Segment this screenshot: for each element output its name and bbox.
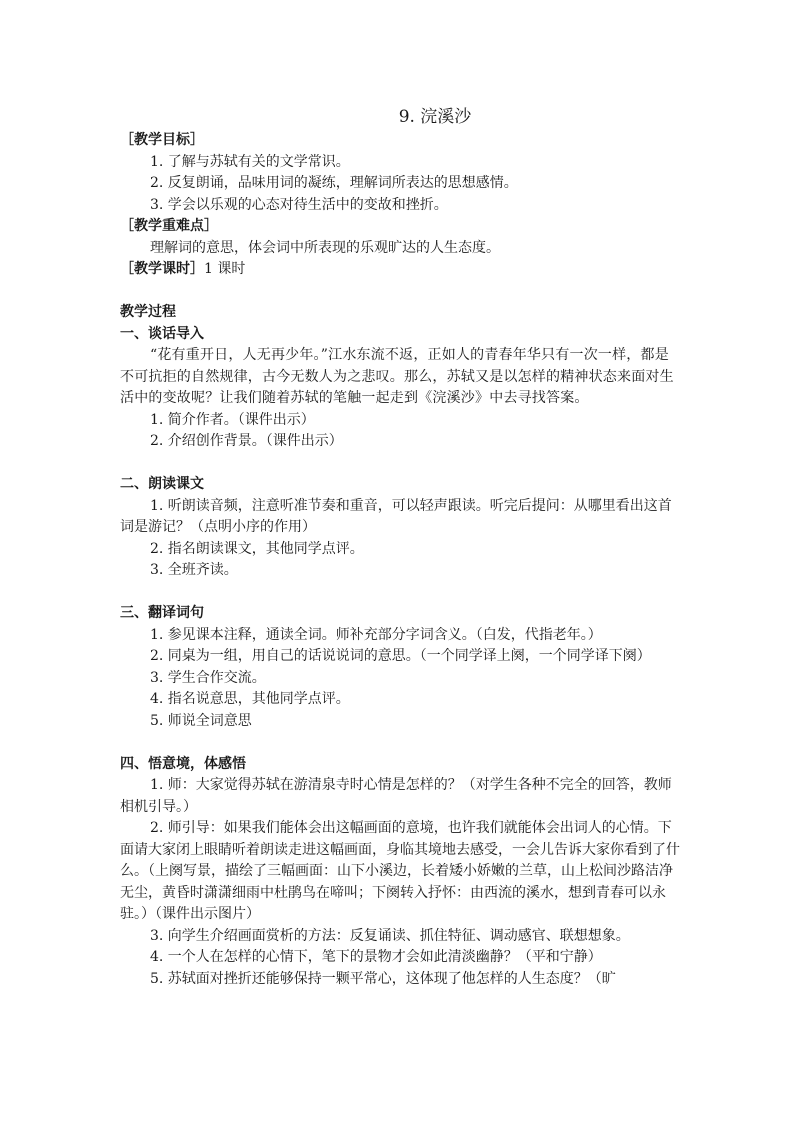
section-item: 1. 参见课本注释，通读全词。师补充部分字词含义。（白发，代指老年。） — [150, 626, 602, 643]
section-heading: 二、朗读课文 — [120, 476, 204, 492]
section-item: 2. 同桌为一组，用自己的话说说词的意思。（一个同学译上阕，一个同学译下阕） — [150, 648, 651, 664]
section-item: 3. 全班齐读。 — [150, 562, 238, 578]
objective-item: 1. 了解与苏轼有关的文学常识。 — [150, 153, 350, 170]
section-item: 4. 一个人在怎样的心情下，笔下的景物才会如此清淡幽静？（平和宁静） — [150, 949, 602, 965]
section-item: 1. 师：大家觉得苏轼在游清泉寺时心情是怎样的？（对学生各种不完全的回答，教师相机引导。） — [120, 777, 672, 815]
key-points-text: 理解词的意思，体会词中所表现的乐观旷达的人生态度。 — [150, 239, 500, 256]
key-points-heading: ［教学重难点］ — [120, 218, 218, 234]
section-item: 1. 简介作者。（课件出示） — [150, 411, 315, 428]
section-item: 5. 苏轼面对挫折还能够保持一颗平常心，这体现了他怎样的人生态度？（旷 — [150, 970, 616, 987]
section-item: 2. 介绍创作背景。（课件出示） — [150, 433, 343, 449]
hours-text: 1 课时 — [204, 261, 246, 277]
section-item: 2. 指名朗读课文，其他同学点评。 — [150, 540, 364, 557]
section-heading: 三、翻译词句 — [120, 605, 204, 621]
hours-line — [120, 259, 680, 281]
section-item: 3. 学生合作交流。 — [150, 669, 266, 686]
section-item: 5. 师说全词意思 — [150, 712, 252, 729]
document-title: 9. 浣溪沙 — [398, 107, 472, 127]
hours-heading: ［教学课时］ — [120, 261, 204, 277]
section-paragraph: “花有重开日，人无再少年。”江水东流不返，正如人的青春年华只有一次一样，都是不可抗拒的自然规律，古今无数人为之悲叹。那么，苏轼又是以怎样的精神状态来面对生活中的变故呢？让我们随着苏轼的笔触一起走到《浣溪沙》中去寻找答案。 — [120, 347, 674, 406]
section-item: 2. 师引导：如果我们能体会出这幅画面的意境，也许我们就能体会出词人的心情。下面请大家闭上眼睛听着朗读走进这幅画面，身临其境地去感受，一会儿告诉大家你看到了什么。（上阕写景，描绘了三幅画面：山下小溪边，长着矮小娇嫩的兰草，山上松间沙路洁净无尘，黄昏时潇潇细雨中杜鹃鸟在啼叫；下阕转入抒怀：由西流的溪水，想到青春可以永驻。）（课件出示图片） — [120, 820, 680, 922]
section-item: 4. 指名说意思，其他同学点评。 — [150, 691, 350, 707]
document-page — [120, 104, 680, 990]
process-heading: 教学过程 — [120, 304, 176, 320]
objective-item: 3. 学会以乐观的心态对待生活中的变故和挫折。 — [150, 196, 448, 213]
section-heading: 四、悟意境，体感悟 — [120, 755, 246, 772]
section-item: 1. 听朗读音频，注意听准节奏和重音，可以轻声跟读。听完后提问：从哪里看出这首词是游记？（点明小序的作用） — [120, 497, 672, 535]
section-heading: 一、谈话导入 — [120, 325, 204, 342]
objectives-heading: ［教学目标］ — [120, 132, 204, 148]
section-item: 3. 向学生介绍画面赏析的方法：反复诵读、抓住特征、调动感官、联想想象。 — [150, 927, 630, 944]
objective-item: 2. 反复朗诵，品味用词的凝练，理解词所表达的思想感情。 — [150, 175, 518, 191]
